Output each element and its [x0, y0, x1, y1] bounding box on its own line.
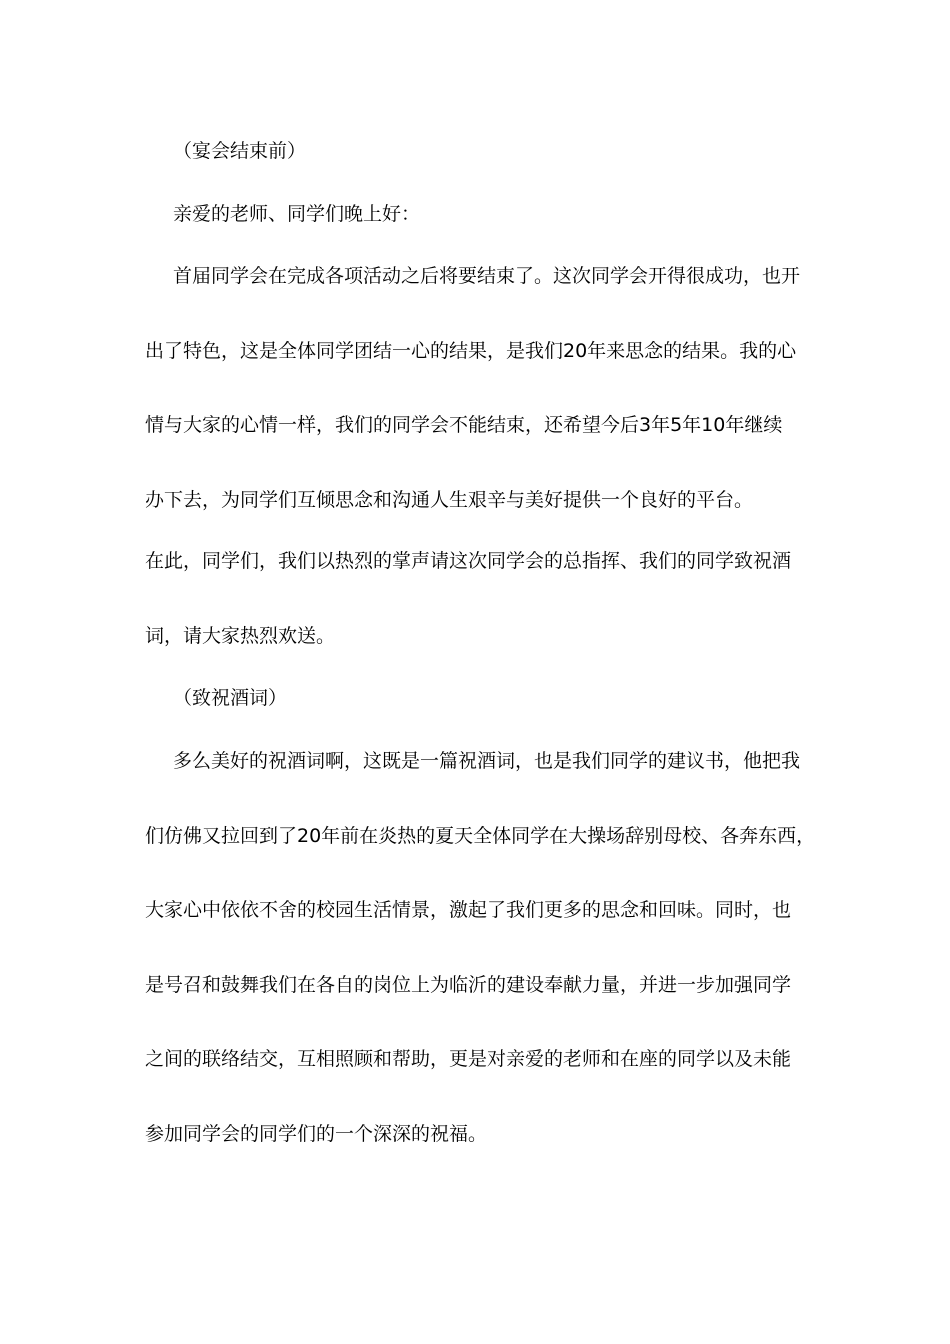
- paragraph-3-line-3: 大家心中依依不舍的校园生活情景，激起了我们更多的思念和回味。同时，也: [145, 899, 792, 921]
- section-heading-toast: （致祝酒词）: [173, 687, 288, 709]
- paragraph-3-line-4: 是号召和鼓舞我们在各自的岗位上为临沂的建设奉献力量，并进一步加强同学: [145, 974, 792, 996]
- greeting-line: 亲爱的老师、同学们晚上好：: [173, 203, 421, 225]
- paragraph-1-line-4: 办下去，为同学们互倾思念和沟通人生艰辛与美好提供一个良好的平台。: [145, 489, 754, 511]
- paragraph-3-line-1: 多么美好的祝酒词啊，这既是一篇祝酒词，也是我们同学的建议书，他把我: [173, 750, 801, 772]
- paragraph-1-line-1: 首届同学会在完成各项活动之后将要结束了。这次同学会开得很成功，也开: [173, 265, 801, 287]
- section-heading-banquet-end: （宴会结束前）: [173, 140, 307, 162]
- paragraph-2-line-1: 在此，同学们，我们以热烈的掌声请这次同学会的总指挥、我们的同学致祝酒: [145, 550, 792, 572]
- paragraph-3-line-6: 参加同学会的同学们的一个深深的祝福。: [145, 1123, 488, 1145]
- paragraph-2-line-2: 词，请大家热烈欢送。: [145, 625, 336, 647]
- paragraph-1-line-2: 出了特色，这是全体同学团结一心的结果，是我们20年来思念的结果。我的心: [145, 340, 797, 362]
- paragraph-1-line-3: 情与大家的心情一样，我们的同学会不能结束，还希望今后3年5年10年继续: [145, 414, 783, 436]
- paragraph-3-line-5: 之间的联络结交，互相照顾和帮助，更是对亲爱的老师和在座的同学以及未能: [145, 1048, 792, 1070]
- paragraph-3-line-2: 们仿佛又拉回到了20年前在炎热的夏天全体同学在大操场辞别母校、各奔东西，: [145, 825, 816, 847]
